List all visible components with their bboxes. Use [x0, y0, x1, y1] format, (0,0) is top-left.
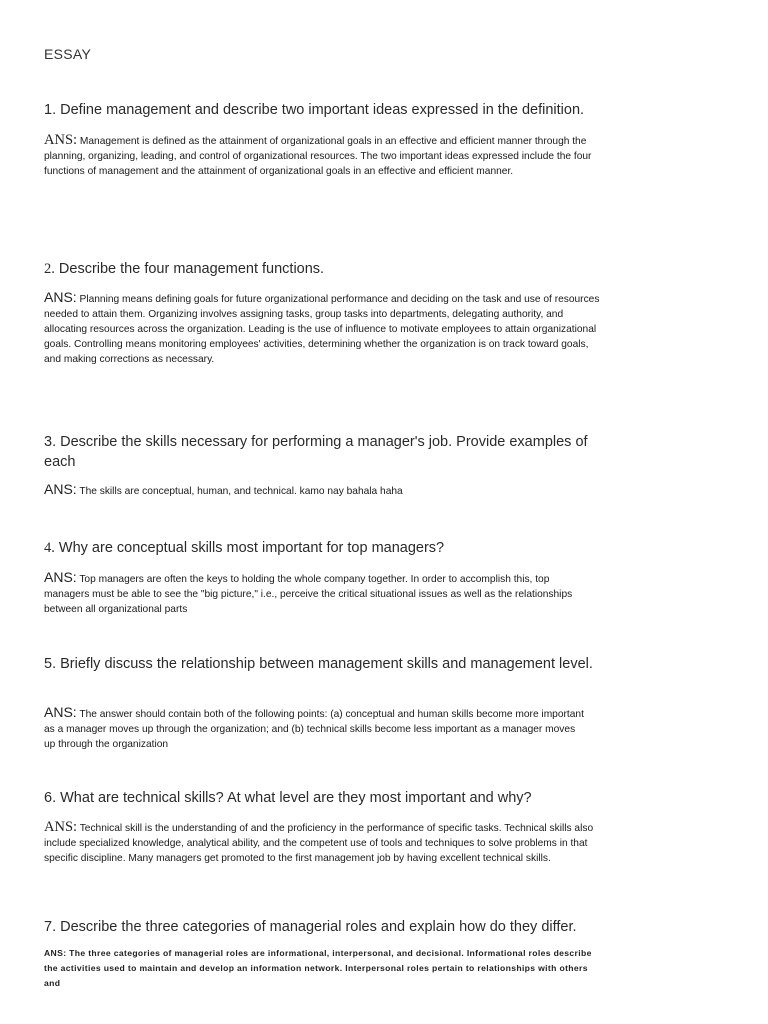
question-1: 1. Define management and describe two important ideas expressed in the definition. [44, 102, 585, 118]
answer-label: ANS: [44, 948, 67, 958]
answer-label: ANS: [44, 569, 77, 585]
question-2: 2. Describe the four management functions. [44, 261, 325, 277]
answer-5: ANS: The answer should contain both of the following points: (a) conceptual and human skills become more important as a manager moves up through the organization; and (b) technical skills become less important as a manager moves up through the organization [44, 704, 584, 750]
answer-label: ANS: [44, 481, 77, 497]
answer-1: ANS: Management is defined as the attainment of organizational goals in an effective and efficient manner through the planning, organizing, leading, and control of organizational resources. The two important ideas expressed include the four functions of management and the attainment of organizational goals in an effective and efficient manner. [44, 132, 592, 177]
answer-6: ANS: Technical skill is the understanding of and the proficiency in the performance of specific tasks. Technical skills also include specialized knowledge, analytical ability, and the competent use of tools and techniques to solve problems in that specific discipline. Many managers get promoted to the first management job by having excellent technical skills. [44, 819, 594, 864]
answer-label: ANS: [44, 289, 77, 305]
answer-3: ANS: The skills are conceptual, human, and technical. kamo nay bahala haha [44, 481, 403, 497]
question-7: 7. Describe the three categories of managerial roles and explain how do they differ. [44, 919, 577, 935]
answer-2: ANS: Planning means defining goals for future organizational performance and deciding on the task and use of resources needed to attain them. Organizing involves assigning tasks, group tasks into departments, delegating authority, and allocating resources across the organization. Leading is the use of influence to motivate employees to attain organizational goals. Controlling means monitoring employees' activities, determining whether the organization is on track toward goals, and making corrections as necessary. [44, 289, 600, 365]
answer-label: ANS: [44, 704, 77, 720]
answer-7: ANS: The three categories of managerial roles are informational, interpersonal, and decisional. Informational roles describe the activities used to maintain and develop an information network. Interpersonal roles pertain to relationships with others and [44, 948, 592, 988]
document-heading: ESSAY [44, 46, 92, 62]
question-6: 6. What are technical skills? At what level are they most important and why? [44, 790, 532, 806]
question-5: 5. Briefly discuss the relationship between management skills and management level. [44, 656, 593, 672]
answer-label: ANS: [44, 132, 78, 148]
answer-4: ANS: Top managers are often the keys to holding the whole company together. In order to accomplish this, top managers must be able to see the "big picture," i.e., perceive the critical situational issues as well as the relationships between all organizational parts [44, 569, 573, 615]
question-4: 4. Why are conceptual skills most important for top managers? [44, 540, 445, 556]
question-3: 3. Describe the skills necessary for performing a manager's job. Provide examples of each [44, 434, 588, 470]
answer-label: ANS: [44, 819, 78, 835]
